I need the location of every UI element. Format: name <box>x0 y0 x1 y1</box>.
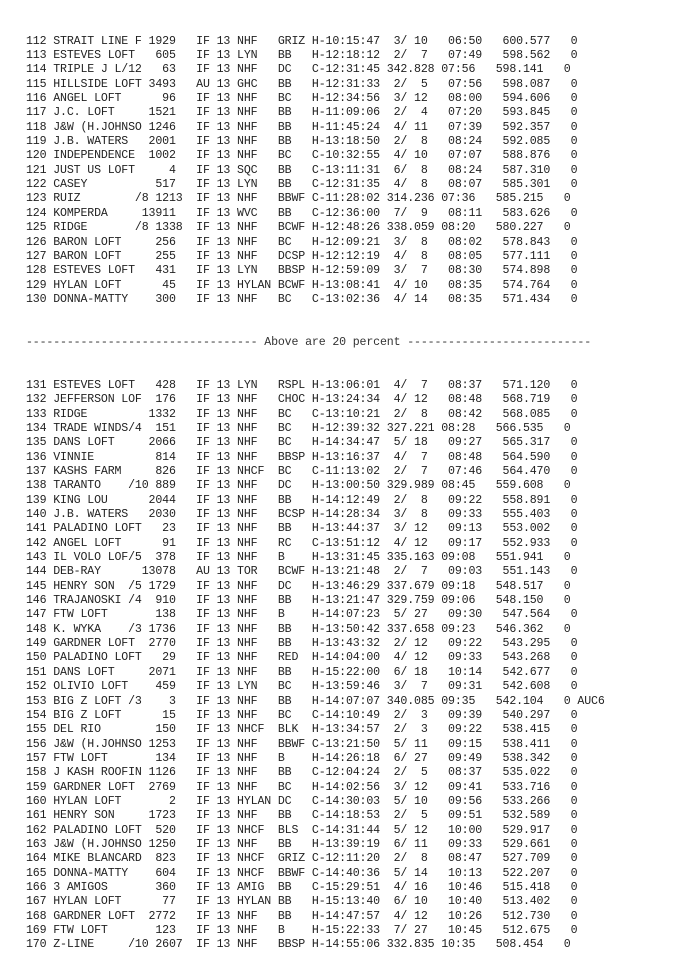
result-row: 136 VINNIE 814 IF 13 NHF BBSP H-13:16:37 4/ 7 08:48 564.590 0 <box>26 450 578 464</box>
result-row: 161 HENRY SON 1723 IF 13 NHF BB C-14:18:53 2/ 5 09:51 532.589 0 <box>26 809 578 823</box>
result-row: 124 KOMPERDA 13911 IF 13 WVC BB C-12:36:00 7/ 9 08:11 583.626 0 <box>26 206 578 220</box>
results-block-top <box>26 35 605 308</box>
result-row: 134 TRADE WINDS/4 151 IF 13 NHF BC H-12:39:32 327.221 08:28 566.535 0 <box>26 421 571 435</box>
result-row: 168 GARDNER LOFT 2772 IF 13 NHF BB H-14:47:57 4/ 12 10:26 512.730 0 <box>26 909 578 923</box>
result-row: 145 HENRY SON /5 1729 IF 13 NHF DC H-13:46:29 337.679 09:18 548.517 0 <box>26 579 571 593</box>
result-row: 137 KASHS FARM 826 IF 13 NHCF BC C-11:13:02 2/ 7 07:46 564.470 0 <box>26 465 578 478</box>
result-row: 157 FTW LOFT 134 IF 13 NHF B H-14:26:18 6/ 27 09:49 538.342 0 <box>26 751 578 765</box>
result-row: 114 TRIPLE J L/12 63 IF 13 NHF DC C-12:31:45 342.828 07:56 598.141 0 <box>26 63 571 77</box>
result-row: 121 JUST US LOFT 4 IF 13 SQC BB C-13:11:31 6/ 8 08:24 587.310 0 <box>26 163 578 177</box>
result-row: 149 GARDNER LOFT 2770 IF 13 NHF BB H-13:43:32 2/ 12 09:22 543.295 0 <box>26 637 578 651</box>
result-row: 166 3 AMIGOS 360 IF 13 AMIG BB C-15:29:51 4/ 16 10:46 515.418 0 <box>26 880 578 894</box>
result-row: 148 K. WYKA /3 1736 IF 13 NHF BB H-13:50:42 337.658 09:23 546.362 0 <box>26 622 571 636</box>
result-row: 129 HYLAN LOFT 45 IF 13 HYLAN BCWF H-13:08:41 4/ 10 08:35 574.764 0 <box>26 278 578 292</box>
result-row: 146 TRAJANOSKI /4 910 IF 13 NHF BB H-13:21:47 329.759 09:06 548.150 0 <box>26 594 571 608</box>
result-row: 156 J&W (H.JOHNSO 1253 IF 13 NHF BBWF C-13:21:50 5/ 11 09:15 538.411 0 <box>26 737 578 751</box>
result-row: 152 OLIVIO LOFT 459 IF 13 LYN BC H-13:59:46 3/ 7 09:31 542.608 0 <box>26 680 578 694</box>
result-row: 151 DANS LOFT 2071 IF 13 NHF BB H-15:22:00 6/ 18 10:14 542.677 0 <box>26 665 578 679</box>
result-row: 154 BIG Z LOFT 15 IF 13 NHF BC C-14:10:49 2/ 3 09:39 540.297 0 <box>26 708 578 722</box>
result-row: 127 BARON LOFT 255 IF 13 NHF DCSP H-12:12:19 4/ 8 08:05 577.111 0 <box>26 249 578 263</box>
result-row: 126 BARON LOFT 256 IF 13 NHF BC H-12:09:21 3/ 8 08:02 578.843 0 <box>26 235 578 249</box>
result-row: 118 J&W (H.JOHNSO 1246 IF 13 NHF BB H-11:45:24 4/ 11 07:39 592.357 0 <box>26 120 578 134</box>
result-row: 128 ESTEVES LOFT 431 IF 13 LYN BBSP H-12:59:09 3/ 7 08:30 574.898 0 <box>26 264 578 278</box>
results-block-bottom <box>26 379 605 953</box>
result-row: 130 DONNA-MATTY 300 IF 13 NHF BC C-13:02:36 4/ 14 08:35 571.434 0 <box>26 292 578 306</box>
result-row: 141 PALADINO LOFT 23 IF 13 NHF BB H-13:44:37 3/ 12 09:13 553.002 0 <box>26 522 578 536</box>
result-row: 140 J.B. WATERS 2030 IF 13 NHF BCSP H-14:28:34 3/ 8 09:33 555.403 0 <box>26 508 578 522</box>
result-row: 155 DEL RIO 150 IF 13 NHCF BLK H-13:34:57 2/ 3 09:22 538.415 0 <box>26 723 578 737</box>
result-row: 125 RIDGE /8 1338 IF 13 NHF BCWF H-12:48:26 338.059 08:20 580.227 0 <box>26 221 571 235</box>
result-row: 143 IL VOLO LOF/5 378 IF 13 NHF B H-13:31:45 335.163 09:08 551.941 0 <box>26 551 571 565</box>
result-row: 147 FTW LOFT 138 IF 13 NHF B H-14:07:23 5/ 27 09:30 547.564 0 <box>26 608 578 622</box>
result-row: 150 PALADINO LOFT 29 IF 13 NHF RED H-14:04:00 4/ 12 09:33 543.268 0 <box>26 651 578 665</box>
result-row: 135 DANS LOFT 2066 IF 13 NHF BC H-14:34:47 5/ 18 09:27 565.317 0 <box>26 436 578 450</box>
result-row: 132 JEFFERSON LOF 176 IF 13 NHF CHOC H-13:24:34 4/ 12 08:48 568.719 0 <box>26 393 578 407</box>
result-row: 158 J KASH ROOFIN 1126 IF 13 NHF BB C-12:04:24 2/ 5 08:37 535.022 0 <box>26 766 578 780</box>
result-row: 144 DEB-RAY 13078 AU 13 TOR BCWF H-13:21:48 2/ 7 09:03 551.143 0 <box>26 565 578 579</box>
result-row: 169 FTW LOFT 123 IF 13 NHF B H-15:22:33 7/ 27 10:45 512.675 0 <box>26 924 578 937</box>
result-row: 122 CASEY 517 IF 13 LYN BB C-12:31:35 4/ 8 08:07 585.301 0 <box>26 178 578 192</box>
result-row: 116 ANGEL LOFT 96 IF 13 NHF BC H-12:34:56 3/ 12 08:00 594.606 0 <box>26 92 578 106</box>
result-row: 160 HYLAN LOFT 2 IF 13 HYLAN DC C-14:30:03 5/ 10 09:56 533.266 0 <box>26 794 578 808</box>
result-row: 112 STRAIT LINE F 1929 IF 13 NHF GRIZ H-10:15:47 3/ 10 06:50 600.577 0 <box>26 34 578 48</box>
result-row: 120 INDEPENDENCE 1002 IF 13 NHF BC C-10:32:55 4/ 10 07:07 588.876 0 <box>26 149 578 163</box>
percent-separator: ---------------------------------- Above are 20 percent --------------------------- <box>26 335 592 349</box>
result-row: 113 ESTEVES LOFT 605 IF 13 LYN BB H-12:18:12 2/ 7 07:49 598.562 0 <box>26 49 578 63</box>
result-row: 164 MIKE BLANCARD 823 IF 13 NHCF GRIZ C-12:11:20 2/ 8 08:47 527.709 0 <box>26 852 578 866</box>
result-row: 123 RUIZ /8 1213 IF 13 NHF BBWF C-11:28:02 314.236 07:36 585.215 0 <box>26 192 571 206</box>
result-row: 131 ESTEVES LOFT 428 IF 13 LYN RSPL H-13:06:01 4/ 7 08:37 571.120 0 <box>26 378 578 392</box>
result-row: 165 DONNA-MATTY 604 IF 13 NHCF BBWF C-14:40:36 5/ 14 10:13 522.207 0 <box>26 866 578 880</box>
result-row: 163 J&W (H.JOHNSO 1250 IF 13 NHF BB H-13:39:19 6/ 11 09:33 529.661 0 <box>26 837 578 851</box>
result-row: 117 J.C. LOFT 1521 IF 13 NHF BB H-11:09:06 2/ 4 07:20 593.845 0 <box>26 106 578 120</box>
result-row: 142 ANGEL LOFT 91 IF 13 NHF RC C-13:51:12 4/ 12 09:17 552.933 0 <box>26 536 578 550</box>
result-row: 133 RIDGE 1332 IF 13 NHF BC C-13:10:21 2/ 8 08:42 568.085 0 <box>26 407 578 421</box>
result-row: 119 J.B. WATERS 2001 IF 13 NHF BB H-13:18:50 2/ 8 08:24 592.085 0 <box>26 135 578 149</box>
result-row: 115 HILLSIDE LOFT 3493 AU 13 GHC BB H-12:31:33 2/ 5 07:56 598.087 0 <box>26 77 578 91</box>
result-row: 167 HYLAN LOFT 77 IF 13 HYLAN BB H-15:13:40 6/ 10 10:40 513.402 0 <box>26 895 578 909</box>
race-results-sheet <box>26 6 605 967</box>
result-row: 162 PALADINO LOFT 520 IF 13 NHCF BLS C-14:31:44 5/ 12 10:00 529.917 0 <box>26 823 578 837</box>
result-row: 159 GARDNER LOFT 2769 IF 13 NHF BC H-14:02:56 3/ 12 09:41 533.716 0 <box>26 780 578 794</box>
result-row: 153 BIG Z LOFT /3 3 IF 13 NHF BB H-14:07:07 340.085 09:35 542.104 0 AUC6 <box>26 694 605 708</box>
result-row: 170 Z-LINE /10 2607 IF 13 NHF BBSP H-14:55:06 332.835 10:35 508.454 0 <box>26 938 571 952</box>
result-row: 139 KING LOU 2044 IF 13 NHF BB H-14:12:49 2/ 8 09:22 558.891 0 <box>26 493 578 507</box>
result-row: 138 TARANTO /10 889 IF 13 NHF DC H-13:00:50 329.989 08:45 559.608 0 <box>26 479 571 493</box>
